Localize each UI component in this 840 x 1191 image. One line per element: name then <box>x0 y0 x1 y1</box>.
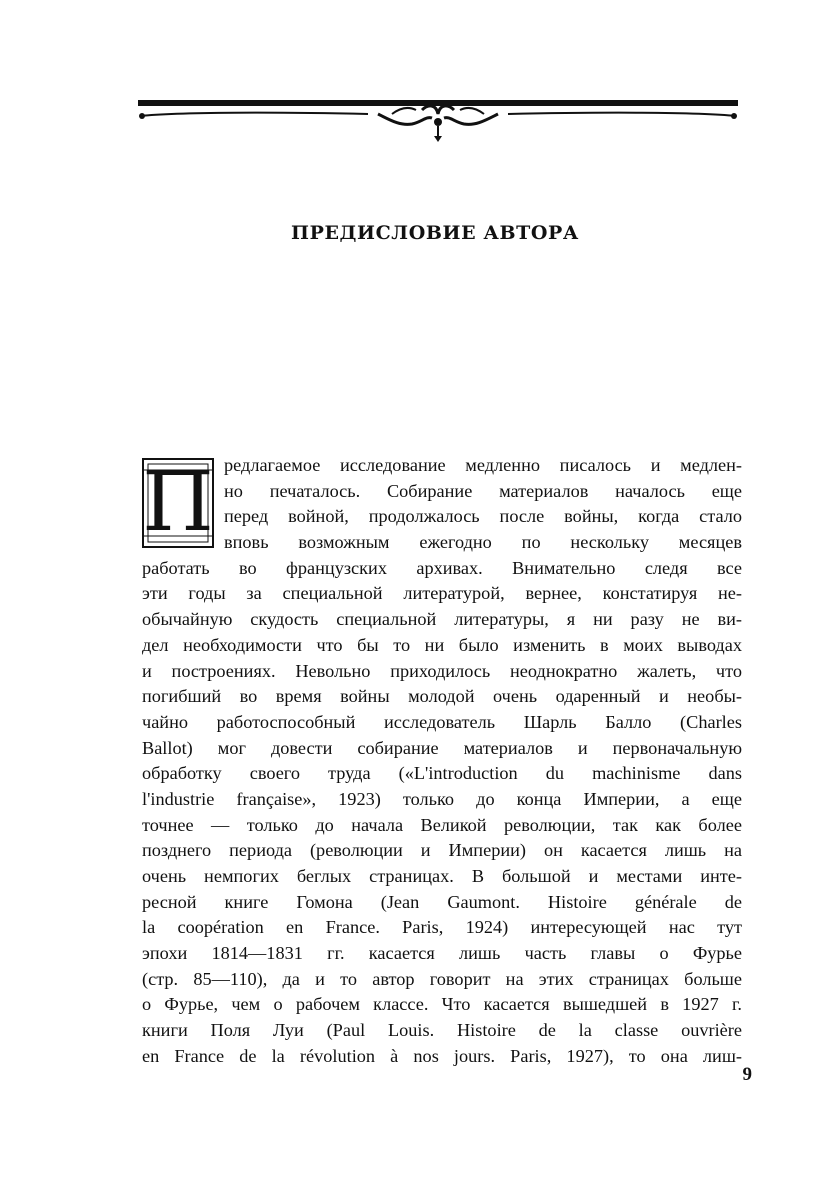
text-line: la coopération en France. Paris, 1924) интересующей нас тут <box>142 917 742 938</box>
page-title: ПРЕДИСЛОВИЕ АВТОРА <box>291 222 579 244</box>
text-line: чайно работоспособный исследователь Шарль Балло (Charles <box>142 711 742 732</box>
text-line: точнее — только до начала Великой революции, так как более <box>142 814 742 835</box>
ornamental-header-rule <box>138 92 738 144</box>
text-line: en France de la révolution à nos jours. Paris, 1927), то она лиш- <box>142 1045 742 1066</box>
text-line: обычайную скудость специальной литературы, я ни разу не ви- <box>142 609 742 630</box>
text-line: редлагаемое исследование медленно писалось и медлен- <box>224 455 742 475</box>
text-line: очень немпогих беглых страницах. В большой и местами инте- <box>142 866 742 886</box>
page-number: 9 <box>742 1064 752 1085</box>
text-line: вповь возможным ежегодно по нескольку месяцев <box>224 532 742 553</box>
text-line: обработку своего труда («L'introduction du machinisme dans <box>142 763 742 784</box>
drop-cap-letter: П <box>142 455 214 550</box>
text-line: эпохи 1814—1831 гг. касается лишь часть главы о Фурье <box>142 943 742 964</box>
text-line: и построениях. Невольно приходилось неоднократно жалеть, что <box>142 660 742 681</box>
text-line: работать во французских архивах. Внимательно следя все <box>142 557 742 578</box>
text-line: но печаталось. Собирание материалов началось еще <box>224 480 742 501</box>
text-line: книги Поля Луи (Paul Louis. Histoire de la classe ouvrière <box>142 1020 742 1041</box>
text-line: погибший во время войны молодой очень одаренный и необы- <box>142 686 742 707</box>
text-line: эти годы за специальной литературой, вернее, констатируя не- <box>142 583 742 604</box>
body-paragraph <box>142 453 742 1070</box>
text-line: (стр. 85—110), да и то автор говорит на этих страницах больше <box>142 968 742 989</box>
text-line: l'industrie française», 1923) только до конца Империи, а еще <box>142 788 742 809</box>
text-line: позднего периода (революции и Империи) он касается лишь на <box>142 840 742 861</box>
text-line: о Фурье, чем о рабочем классе. Что касается вышедшей в 1927 г. <box>142 994 742 1015</box>
text-line: ресной книге Гомона (Jean Gaumont. Histoire générale de <box>142 891 742 912</box>
text-line: дел необходимости что бы то ни было изменить в моих выводах <box>142 634 742 655</box>
text-line: перед войной, продолжалось после войны, когда стало <box>224 506 742 527</box>
text-line: Ballot) мог довести собирание материалов и первоначальную <box>142 737 742 758</box>
